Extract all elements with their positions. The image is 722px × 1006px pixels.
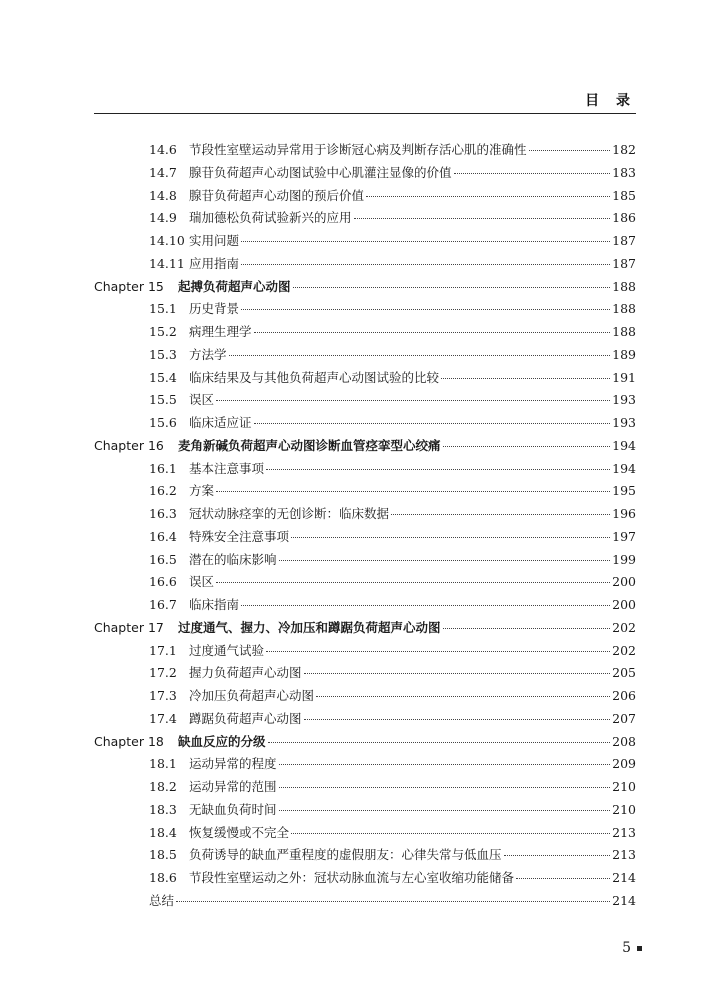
toc-chapter-row[interactable] — [94, 436, 636, 459]
toc-entry-number: 16.2 — [149, 483, 177, 499]
toc-entry-title: 冠状动脉痉挛的无创诊断：临床数据 — [189, 506, 390, 521]
toc-entry-number: 14.7 — [149, 164, 177, 180]
toc-entry-number: 16.6 — [149, 574, 177, 590]
toc-entry-page: 214 — [612, 892, 636, 908]
toc-entry-title: 瑞加德松负荷试验新兴的应用 — [189, 210, 352, 226]
toc-entry-number: Chapter 15 — [94, 278, 164, 294]
toc-entry-title: 运动异常的程度 — [189, 756, 277, 772]
toc-entry-title: 临床指南 — [189, 597, 240, 612]
dot-leader — [304, 673, 611, 674]
toc-section-row[interactable] — [94, 186, 636, 209]
toc-entry-title: 历史背景 — [189, 301, 240, 317]
toc-entry-title: 麦角新碱负荷超声心动图诊断血管痉挛型心绞痛 — [178, 437, 441, 453]
toc-entry-page: 209 — [612, 756, 636, 772]
dot-leader — [293, 287, 611, 288]
toc-summary-row[interactable] — [94, 891, 636, 914]
toc-section-row[interactable] — [94, 823, 636, 846]
dot-leader — [229, 355, 611, 356]
dot-leader — [241, 264, 610, 265]
toc-entry-page: 202 — [612, 619, 636, 635]
toc-entry-page: 210 — [612, 779, 636, 794]
toc-section-row[interactable] — [94, 504, 636, 527]
toc-entry-page: 187 — [612, 233, 636, 248]
dot-leader — [391, 514, 610, 515]
toc-entry-number: 17.2 — [149, 665, 177, 681]
toc-entry-page: 191 — [612, 369, 636, 385]
dot-leader — [216, 400, 610, 401]
toc-entry-title: 过度通气试验 — [189, 642, 265, 658]
toc-entry-title: 无缺血负荷时间 — [189, 801, 277, 817]
toc-entry-number: 17.1 — [149, 642, 177, 658]
toc-entry-number: Chapter 18 — [94, 733, 164, 749]
toc-entry-page: 205 — [612, 665, 636, 681]
toc-entry-number: 18.6 — [149, 870, 177, 885]
toc-section-row[interactable] — [94, 140, 636, 163]
toc-entry-number: 16.4 — [149, 528, 177, 544]
dot-leader — [241, 605, 610, 606]
toc-entry-number: 18.3 — [149, 801, 177, 817]
toc-entry-page: 193 — [612, 392, 636, 408]
toc-entry-title: 实用问题 — [189, 233, 240, 248]
toc-entry-title: 腺苷负荷超声心动图的预后价值 — [189, 187, 365, 203]
toc-entry-title: 节段性室壁运动之外：冠状动脉血流与左心室收缩功能储备 — [189, 870, 515, 885]
toc-entry-title: 负荷诱导的缺血严重程度的虚假朋友：心律失常与低血压 — [189, 847, 502, 863]
toc-section-row[interactable] — [94, 390, 636, 413]
toc-entry-number: 14.10 — [149, 233, 185, 248]
toc-entry-number: 14.9 — [149, 210, 177, 226]
toc-entry-number: 16.7 — [149, 597, 177, 612]
toc-section-row[interactable] — [94, 322, 636, 345]
dot-leader — [279, 787, 611, 788]
toc-entry-number: 15.3 — [149, 346, 177, 362]
dot-leader — [291, 537, 610, 538]
toc-section-row[interactable] — [94, 868, 636, 891]
toc-entry-page: 188 — [612, 324, 636, 339]
toc-entry-number: 17.4 — [149, 710, 177, 726]
toc-entry-number: 15.4 — [149, 369, 177, 385]
toc-section-row[interactable] — [94, 413, 636, 436]
dot-leader — [366, 196, 610, 197]
toc-chapter-row[interactable] — [94, 618, 636, 641]
toc-entry-page: 202 — [612, 642, 636, 658]
toc-entry-number: 18.1 — [149, 756, 177, 772]
toc-entry-page: 206 — [612, 688, 636, 703]
dot-leader — [254, 332, 611, 333]
toc-section-row[interactable] — [94, 845, 636, 868]
toc-entry-title: 潜在的临床影响 — [189, 551, 277, 567]
toc-section-row[interactable] — [94, 345, 636, 368]
toc-entry-number: 14.8 — [149, 187, 177, 203]
toc-entry-number: 18.2 — [149, 779, 177, 794]
toc-entry-title: 起搏负荷超声心动图 — [178, 278, 291, 294]
dot-leader — [304, 719, 611, 720]
toc-entry-page: 194 — [612, 460, 636, 476]
toc-section-row[interactable] — [94, 800, 636, 823]
toc-entry-page: 213 — [612, 824, 636, 840]
toc-entry-number: 18.5 — [149, 847, 177, 863]
toc-section-row[interactable] — [94, 231, 636, 254]
toc-entry-page: 188 — [612, 278, 636, 294]
toc-section-row[interactable] — [94, 572, 636, 595]
toc-entry-number: 14.11 — [149, 255, 185, 271]
toc-entry-title: 基本注意事项 — [189, 460, 265, 476]
dot-leader — [268, 742, 611, 743]
toc-section-row[interactable] — [94, 663, 636, 686]
toc-section-row[interactable] — [94, 481, 636, 504]
dot-leader — [254, 423, 611, 424]
toc-entry-page: 196 — [612, 506, 636, 521]
toc-entry-title: 恢复缓慢或不完全 — [189, 824, 290, 840]
toc-entry-page: 207 — [612, 710, 636, 726]
toc-section-row[interactable] — [94, 777, 636, 800]
toc-entry-number: 15.2 — [149, 324, 177, 339]
toc-entry-title: 缺血反应的分级 — [178, 733, 266, 749]
toc-entry-title: 临床适应证 — [189, 415, 252, 430]
toc-entry-page: 200 — [612, 574, 636, 590]
toc-entry-number: 15.6 — [149, 415, 177, 430]
toc-entry-page: 188 — [612, 301, 636, 317]
toc-entry-title: 节段性室壁运动异常用于诊断冠心病及判断存活心肌的准确性 — [189, 142, 527, 157]
toc-section-row[interactable] — [94, 254, 636, 277]
dot-leader — [279, 764, 611, 765]
dot-leader — [241, 309, 610, 310]
toc-entry-page: 194 — [612, 437, 636, 453]
toc-section-row[interactable] — [94, 163, 636, 186]
toc-entry-title: 总结 — [149, 892, 175, 908]
toc-entry-title: 握力负荷超声心动图 — [189, 665, 302, 681]
toc-entry-title: 方案 — [189, 483, 215, 499]
toc-section-row[interactable] — [94, 641, 636, 664]
toc-section-row[interactable] — [94, 208, 636, 231]
toc-entry-number: 16.3 — [149, 506, 177, 521]
toc-entry-page: 189 — [612, 346, 636, 362]
dot-leader — [441, 378, 610, 379]
dot-leader — [443, 628, 611, 629]
toc-entry-page: 210 — [612, 801, 636, 817]
dot-leader — [266, 469, 610, 470]
table-of-contents — [94, 140, 636, 914]
square-marker-icon — [637, 946, 642, 951]
toc-entry-title: 蹲踞负荷超声心动图 — [189, 710, 302, 726]
dot-leader — [176, 901, 610, 902]
toc-entry-number: Chapter 17 — [94, 619, 164, 635]
toc-section-row[interactable] — [94, 595, 636, 618]
toc-entry-page: 213 — [612, 847, 636, 863]
toc-section-row[interactable] — [94, 299, 636, 322]
dot-leader — [316, 696, 610, 697]
toc-entry-page: 186 — [612, 210, 636, 226]
toc-entry-title: 误区 — [189, 574, 215, 590]
toc-entry-title: 过度通气、握力、冷加压和蹲踞负荷超声心动图 — [178, 619, 441, 635]
toc-entry-title: 误区 — [189, 392, 215, 408]
dot-leader — [529, 150, 611, 151]
dot-leader — [266, 651, 610, 652]
toc-entry-page: 208 — [612, 733, 636, 749]
toc-entry-page: 185 — [612, 187, 636, 203]
dot-leader — [443, 446, 611, 447]
toc-entry-page: 214 — [612, 870, 636, 885]
toc-entry-number: 16.1 — [149, 460, 177, 476]
dot-leader — [504, 855, 611, 856]
dot-leader — [354, 218, 611, 219]
toc-entry-page: 182 — [612, 142, 636, 157]
toc-entry-title: 应用指南 — [189, 255, 240, 271]
toc-entry-number: Chapter 16 — [94, 437, 164, 453]
toc-entry-number: 18.4 — [149, 824, 177, 840]
toc-entry-page: 187 — [612, 255, 636, 271]
header-title: 目 录 — [585, 93, 636, 109]
toc-entry-title: 临床结果及与其他负荷超声心动图试验的比较 — [189, 369, 440, 385]
page-number: 5 — [622, 940, 631, 956]
toc-entry-number: 15.1 — [149, 301, 177, 317]
toc-entry-title: 方法学 — [189, 346, 227, 362]
toc-entry-title: 腺苷负荷超声心动图试验中心肌灌注显像的价值 — [189, 164, 452, 180]
toc-section-row[interactable] — [94, 368, 636, 391]
toc-entry-number: 15.5 — [149, 392, 177, 408]
dot-leader — [454, 173, 611, 174]
toc-entry-title: 病理生理学 — [189, 324, 252, 339]
toc-entry-page: 200 — [612, 597, 636, 612]
toc-section-row[interactable] — [94, 709, 636, 732]
toc-entry-page: 183 — [612, 164, 636, 180]
toc-section-row[interactable] — [94, 754, 636, 777]
toc-section-row[interactable] — [94, 527, 636, 550]
toc-entry-title: 运动异常的范围 — [189, 779, 277, 794]
header-rule — [94, 113, 636, 114]
toc-entry-page: 197 — [612, 528, 636, 544]
toc-entry-title: 冷加压负荷超声心动图 — [189, 688, 315, 703]
toc-entry-page: 199 — [612, 551, 636, 567]
toc-section-row[interactable] — [94, 550, 636, 573]
toc-entry-number: 17.3 — [149, 688, 177, 703]
dot-leader — [291, 833, 610, 834]
toc-entry-page: 195 — [612, 483, 636, 499]
dot-leader — [516, 878, 610, 879]
toc-entry-number: 16.5 — [149, 551, 177, 567]
dot-leader — [216, 491, 610, 492]
toc-chapter-row[interactable] — [94, 732, 636, 755]
toc-section-row[interactable] — [94, 686, 636, 709]
dot-leader — [216, 582, 610, 583]
page-footer — [622, 940, 642, 956]
toc-entry-page: 193 — [612, 415, 636, 430]
toc-entry-title: 特殊安全注意事项 — [189, 528, 290, 544]
toc-entry-number: 14.6 — [149, 142, 177, 157]
toc-section-row[interactable] — [94, 459, 636, 482]
dot-leader — [279, 560, 611, 561]
dot-leader — [279, 810, 611, 811]
dot-leader — [241, 241, 610, 242]
toc-chapter-row[interactable] — [94, 277, 636, 300]
